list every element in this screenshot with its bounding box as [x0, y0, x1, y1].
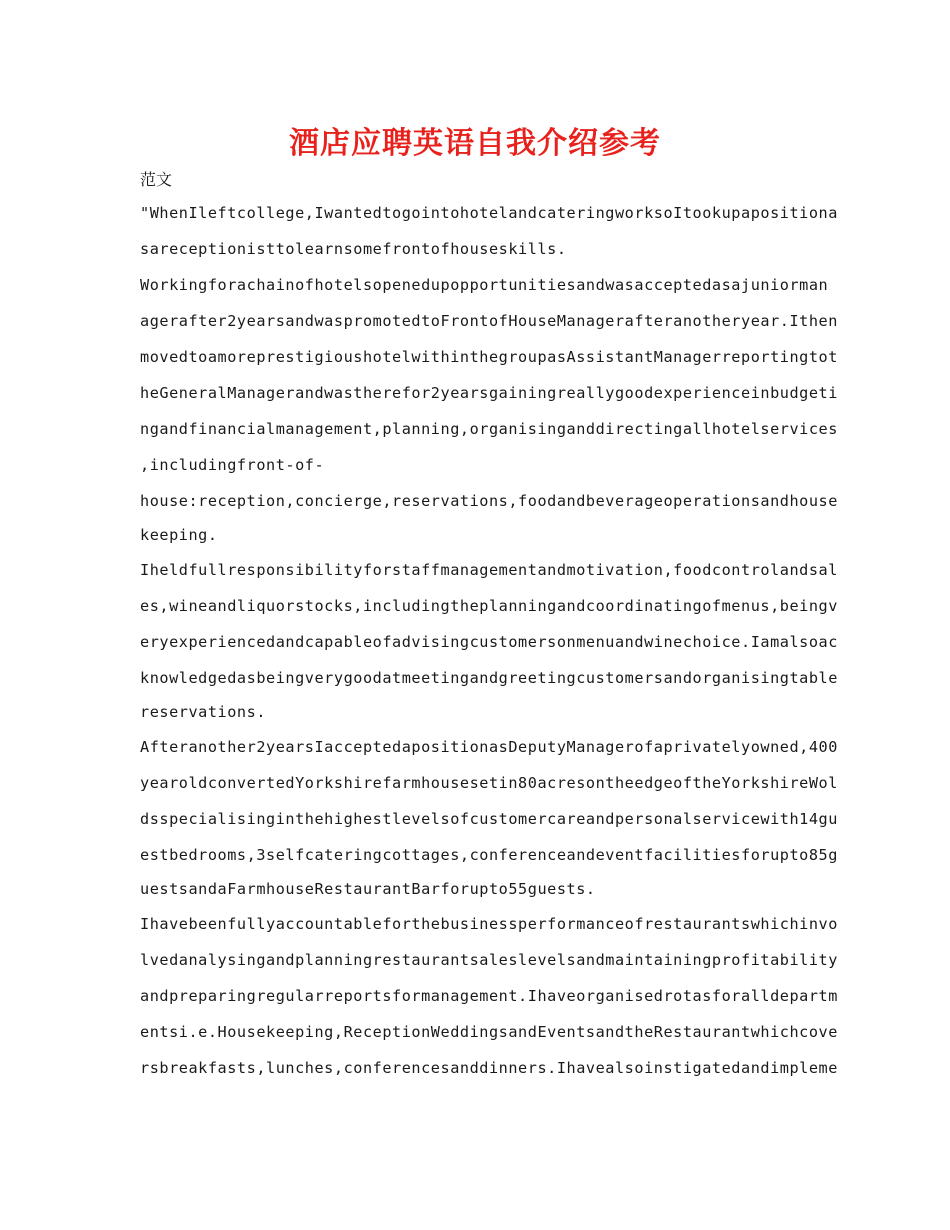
text-line: "WhenIleftcollege,IwantedtogointohotelandcateringworksoItookupapositiona	[140, 204, 838, 222]
text-line: yearoldconvertedYorkshirefarmhousesetin80acresontheedgeoftheYorkshireWol	[140, 774, 838, 792]
text-line: andpreparingregularreportsformanagement.Ihaveorganisedrotasforalldepartm	[140, 987, 838, 1005]
section-label: 范文	[140, 170, 173, 189]
text-line: dsspecialisinginthehighestlevelsofcustomercareandpersonalservicewith14gu	[140, 810, 838, 828]
text-line: ngandfinancialmanagement,planning,organisinganddirectingallhotelservices	[140, 420, 838, 438]
text-line: movedtoamoreprestigioushotelwithinthegroupasAssistantManagerreportingtot	[140, 348, 838, 366]
text-line: es,wineandliquorstocks,includingtheplanningandcoordinatingofmenus,beingv	[140, 597, 838, 615]
text-line: eryexperiencedandcapableofadvisingcustomersonmenuandwinechoice.Iamalsoac	[140, 633, 838, 651]
text-line: agerafter2yearsandwaspromotedtoFrontofHouseManagerafteranotheryear.Ithen	[140, 312, 838, 330]
text-line: entsi.e.Housekeeping,ReceptionWeddingsandEventsandtheRestaurantwhichcove	[140, 1023, 838, 1041]
text-line: rsbreakfasts,lunches,conferencesanddinners.Ihavealsoinstigatedandimpleme	[140, 1059, 838, 1077]
text-line: uestsandaFarmhouseRestaurantBarforupto55guests.	[140, 880, 596, 898]
text-line: keeping.	[140, 526, 218, 544]
text-line: ,includingfront-of-	[140, 456, 325, 474]
text-line: sareceptionisttolearnsomefrontofhouseskills.	[140, 240, 567, 258]
text-line: Workingforachainofhotelsopenedupopportunitiesandwasacceptedasajuniorman	[140, 276, 829, 294]
text-line: heGeneralManagerandwastherefor2yearsgainingreallygoodexperienceinbudgeti	[140, 384, 838, 402]
text-line: estbedrooms,3selfcateringcottages,conferenceandeventfacilitiesforupto85g	[140, 846, 838, 864]
text-line: Iheldfullresponsibilityforstaffmanagementandmotivation,foodcontrolandsal	[140, 561, 838, 579]
text-line: knowledgedasbeingverygoodatmeetingandgreetingcustomersandorganisingtable	[140, 669, 838, 687]
document-title: 酒店应聘英语自我介绍参考	[289, 126, 661, 161]
text-line: Ihavebeenfullyaccountableforthebusinessperformanceofrestaurantswhichinvo	[140, 915, 838, 933]
text-line: lvedanalysingandplanningrestaurantsaleslevelsandmaintainingprofitability	[140, 951, 838, 969]
text-line: house:reception,concierge,reservations,foodandbeverageoperationsandhouse	[140, 492, 838, 510]
text-line: reservations.	[140, 703, 267, 721]
text-line: Afteranother2yearsIacceptedapositionasDeputyManagerofaprivatelyowned,400	[140, 738, 838, 756]
document-body	[140, 165, 838, 1086]
